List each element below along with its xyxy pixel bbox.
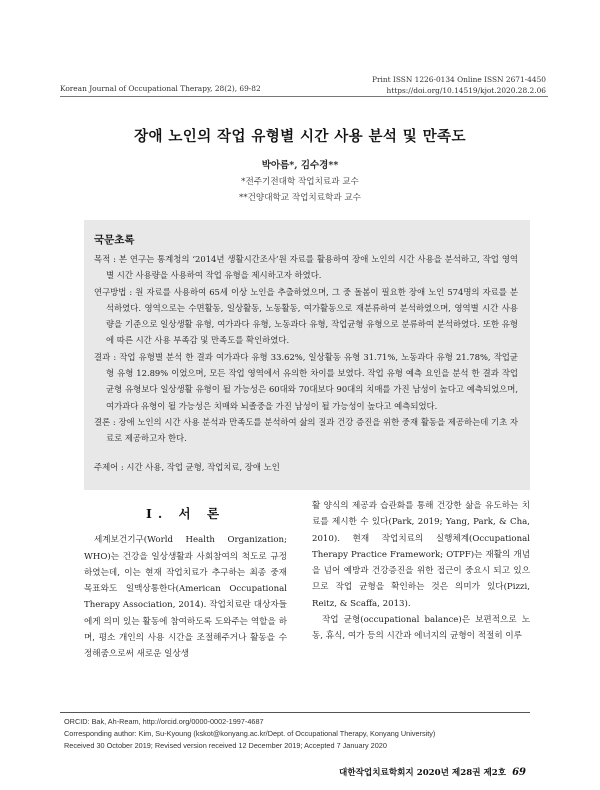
- footnote-divider: [60, 712, 530, 713]
- page-number: 69: [512, 767, 526, 778]
- intro-paragraph-1-cont: 활 양식의 제공과 습관화를 통해 건강한 삶을 유도하는 치료를 제시한 수 있다(Park, 2019; Yang, Park, & Cha, 2010). 현재 작업치료의 실행체계(Occupational Therapy Practice Framework; OTPF)는 재활의 개념을 넘어 예방과 건강증진을 위한 접근이 중요시 되고 있으므로 작업 균형을 확인하는 것은 의미가 있다(Pizzi, Reitz, & Scaffa, 2013).: [312, 501, 530, 609]
- footnote-corresponding-author: Corresponding author: Kim, Su-Kyoung (kskot@konyang.ac.kr/Dept. of Occupational Therapy, Konyang University): [64, 729, 436, 738]
- intro-paragraph-2: 작업 균형(occupational balance)은 보편적으로 노동, 휴식, 여가 등의 시간과 에너지의 균형이 적절히 이루: [312, 615, 530, 642]
- affiliation-1: *전주기전대학 작업치료과 교수: [241, 177, 359, 187]
- abstract-purpose: 목적 : 본 연구는 통계청의 ‘2014년 생활시간조사’원 자료를 활용하여 장애 노인의 시간 사용을 분석하고, 작업 영역별 시간 사용량을 사용하여 작업 유형을 제시하고자 하였다.: [94, 254, 518, 281]
- author-list: 박아름*, 김수경**: [261, 160, 339, 171]
- abstract-methods: 연구방법 : 원 자료를 사용하여 65세 이상 노인을 추출하였으며, 그 중 돌봄이 필요한 장애 노인 574명의 자료를 분석하였다. 영역으로는 수면활동, 일상활동, 노동활동, 여가활동으로 재분류하여 분석하였으며, 영역별 시간 사용량을 기준으로 일상생활 유형, 여가과다 유형, 노동과다 유형, 작업균형 유형으로 분류하여 분석하였다. 또한 유형에 따른 시간 사용 부족감 및 만족도를 확인하였다.: [94, 286, 518, 346]
- affiliation-2: **건양대학교 작업치료학과 교수: [239, 193, 361, 203]
- page-footer: [339, 766, 526, 778]
- intro-paragraph-1: 세계보건기구(World Health Organization; WHO)는 건강을 일상생활과 사회참여의 척도로 규정 하였는데, 이는 현재 작업치료가 추구하는 최종 중재 목표와도 일맥상통한다(American Occupational Therapy Association, 2014). 작업치료란 대상자들에게 의미 있는 활동에 참여하도록 도와주는 역할을 하며, 평소 개인의 사용 시간을 조절해주거나 활동을 수정해줌으로써 새로운 일상생: [84, 535, 287, 660]
- body-column-right: [312, 498, 530, 645]
- footnote-received-dates: Received 30 October 2019; Revised version received 12 December 2019; Accepted 7 January 2020: [64, 741, 387, 750]
- header-divider: [60, 96, 548, 97]
- abstract-results: 결과 : 작업 유형별 분석 한 결과 여가과다 유형 33.62%, 일상활동 유형 31.71%, 노동과다 유형 21.78%, 작업균형 유형 12.89% 이었으며, 모든 작업 영역에서 유의한 차이를 보였다. 작업 유형 예측 요인을 분석 한 결과 작업균형 유형보다 일상생활 유형이 될 가능성은 60대와 70대보다 90대의 치매를 가진 남성이 높다고 예측되었으며, 여가과다 유형이 될 가능성은 치매와 뇌졸중을 가진 남성이 될 가능성이 높다고 예측되었다.: [94, 351, 518, 411]
- footnote-orcid: ORCID: Bak, Ah-Ream, http://orcid.org/0000-0002-1997-4687: [64, 717, 264, 726]
- doi-link[interactable]: https://doi.org/10.14519/kjot.2020.28.2.06: [386, 86, 546, 95]
- body-column-left: [84, 498, 287, 663]
- abstract-box: [84, 220, 530, 490]
- issn-line: Print ISSN 1226-0134 Online ISSN 2671-4450: [371, 75, 546, 84]
- abstract-heading: 국문초록: [94, 234, 135, 246]
- footer-journal: 대한작업치료학회지 2020년 제28권 제2호: [339, 768, 507, 778]
- paper-title: 장애 노인의 작업 유형별 시간 사용 분석 및 만족도: [134, 128, 466, 145]
- keywords: 주제어 : 시간 사용, 작업 균형, 작업치료, 장애 노인: [94, 461, 280, 472]
- issn-doi-block: [372, 74, 546, 96]
- abstract-conclusion: 결론 : 장애 노인의 시간 사용 분석과 만족도를 분석하여 삶의 질과 건강 증진을 위한 중재 활동을 제공하는데 기초 자료로 제공하고자 한다.: [94, 416, 518, 444]
- section-heading-introduction: Ⅰ. 서 론: [145, 506, 226, 521]
- journal-citation: Korean Journal of Occupational Therapy, 28(2), 69-82: [60, 84, 261, 93]
